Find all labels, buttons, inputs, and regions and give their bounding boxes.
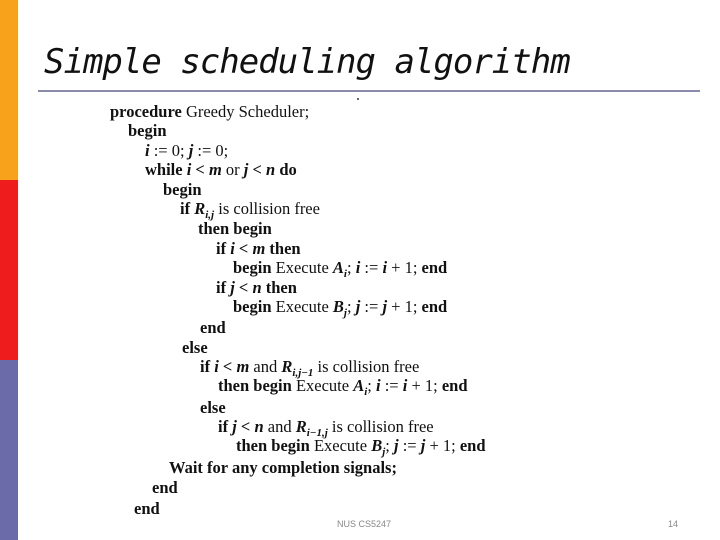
code-token: if bbox=[180, 199, 195, 218]
algorithm-line bbox=[152, 478, 178, 497]
code-token: then begin bbox=[198, 219, 272, 238]
algorithm-line bbox=[134, 499, 160, 518]
code-token: j bbox=[420, 436, 426, 455]
page-number: 14 bbox=[668, 519, 679, 529]
code-token: j bbox=[382, 446, 386, 458]
code-token: j bbox=[355, 297, 361, 316]
algorithm-line bbox=[200, 318, 226, 337]
code-token: Greedy Scheduler; bbox=[181, 102, 310, 121]
algorithm-line bbox=[216, 239, 301, 258]
code-token: i bbox=[382, 258, 388, 277]
code-token: Execute bbox=[271, 258, 333, 277]
code-token: R bbox=[295, 417, 307, 436]
code-token: i,j−1 bbox=[292, 367, 314, 379]
code-token: end bbox=[200, 318, 226, 337]
code-token: begin bbox=[233, 258, 272, 277]
code-token: then bbox=[261, 278, 297, 297]
code-token: Execute bbox=[271, 297, 333, 316]
code-token: end bbox=[441, 376, 468, 395]
code-token: R bbox=[281, 357, 293, 376]
code-token: ; bbox=[385, 436, 394, 455]
code-token: then begin bbox=[236, 436, 310, 455]
code-token: j bbox=[394, 436, 399, 455]
code-token: i < m bbox=[230, 239, 266, 258]
code-token: is collision free bbox=[214, 199, 320, 218]
code-token: begin bbox=[128, 121, 167, 140]
code-token: then bbox=[265, 239, 301, 258]
code-token: + 1; bbox=[407, 376, 442, 395]
code-token: i bbox=[145, 141, 150, 160]
code-token: if bbox=[216, 239, 231, 258]
code-token: := 0; bbox=[193, 141, 229, 160]
code-token: and bbox=[263, 417, 296, 436]
code-token: Wait for any completion signals; bbox=[169, 458, 397, 477]
code-token: i,j bbox=[205, 209, 215, 221]
code-token: j < n bbox=[230, 278, 262, 297]
code-token: j bbox=[343, 307, 347, 319]
algorithm-line bbox=[233, 297, 447, 323]
code-token: and bbox=[249, 357, 282, 376]
code-token: A bbox=[332, 258, 344, 277]
code-token: is collision free bbox=[313, 357, 420, 376]
code-token: j < n bbox=[232, 417, 264, 436]
algorithm-line bbox=[182, 338, 208, 357]
code-token: begin bbox=[233, 297, 272, 316]
code-token: while bbox=[145, 160, 187, 179]
footer-course: NUS CS5247 bbox=[337, 519, 392, 529]
code-token: i bbox=[364, 386, 368, 398]
algorithm-line bbox=[169, 458, 397, 477]
code-token: end bbox=[152, 478, 178, 497]
code-token: i bbox=[376, 376, 381, 395]
algorithm-line bbox=[163, 180, 202, 199]
code-token: + 1; bbox=[425, 436, 460, 455]
code-token: if bbox=[218, 417, 233, 436]
slide-title: Simple scheduling algorithm bbox=[44, 42, 570, 82]
code-token: is collision free bbox=[327, 417, 434, 436]
code-token: if bbox=[216, 278, 231, 297]
code-token: if bbox=[200, 357, 215, 376]
code-token: R bbox=[194, 199, 206, 218]
code-token: Execute bbox=[309, 436, 372, 455]
code-token: i bbox=[402, 376, 408, 395]
algorithm-line bbox=[128, 121, 167, 140]
code-token: end bbox=[421, 258, 448, 277]
code-token: := 0; bbox=[149, 141, 189, 160]
code-token: := bbox=[360, 258, 383, 277]
code-token: := bbox=[360, 297, 383, 316]
code-token: j < n bbox=[243, 160, 276, 179]
code-token: := bbox=[380, 376, 403, 395]
algorithm-line bbox=[200, 398, 226, 417]
code-token: procedure bbox=[110, 102, 182, 121]
code-token: j bbox=[188, 141, 194, 160]
code-token: := bbox=[398, 436, 421, 455]
code-token: + 1; bbox=[387, 258, 422, 277]
code-token: or bbox=[221, 160, 244, 179]
code-token: end bbox=[421, 297, 448, 316]
code-token: end bbox=[134, 499, 160, 518]
code-token: A bbox=[353, 376, 365, 395]
code-token: begin bbox=[163, 180, 202, 199]
code-token: ; bbox=[346, 258, 356, 277]
code-token: i < m bbox=[214, 357, 250, 376]
algorithm-line bbox=[145, 160, 297, 179]
code-token: Execute bbox=[291, 376, 354, 395]
code-token: + 1; bbox=[387, 297, 422, 316]
code-token: do bbox=[275, 160, 297, 179]
algorithm-line bbox=[145, 141, 228, 160]
algorithm-line bbox=[110, 102, 309, 121]
algorithm-line bbox=[198, 219, 272, 238]
code-token: i < m bbox=[186, 160, 222, 179]
code-token: B bbox=[332, 297, 344, 316]
code-token: B bbox=[371, 436, 383, 455]
code-token: end bbox=[459, 436, 486, 455]
algorithm-line bbox=[216, 278, 297, 297]
code-token: ; bbox=[346, 297, 356, 316]
code-token: i bbox=[343, 268, 347, 280]
code-token: i bbox=[355, 258, 361, 277]
code-token: then begin bbox=[218, 376, 292, 395]
code-token: ; bbox=[367, 376, 376, 395]
code-token: else bbox=[200, 398, 226, 417]
code-token: else bbox=[182, 338, 208, 357]
code-token: j bbox=[382, 297, 388, 316]
code-token: i−1,j bbox=[306, 427, 328, 439]
algorithm-line bbox=[218, 376, 468, 402]
